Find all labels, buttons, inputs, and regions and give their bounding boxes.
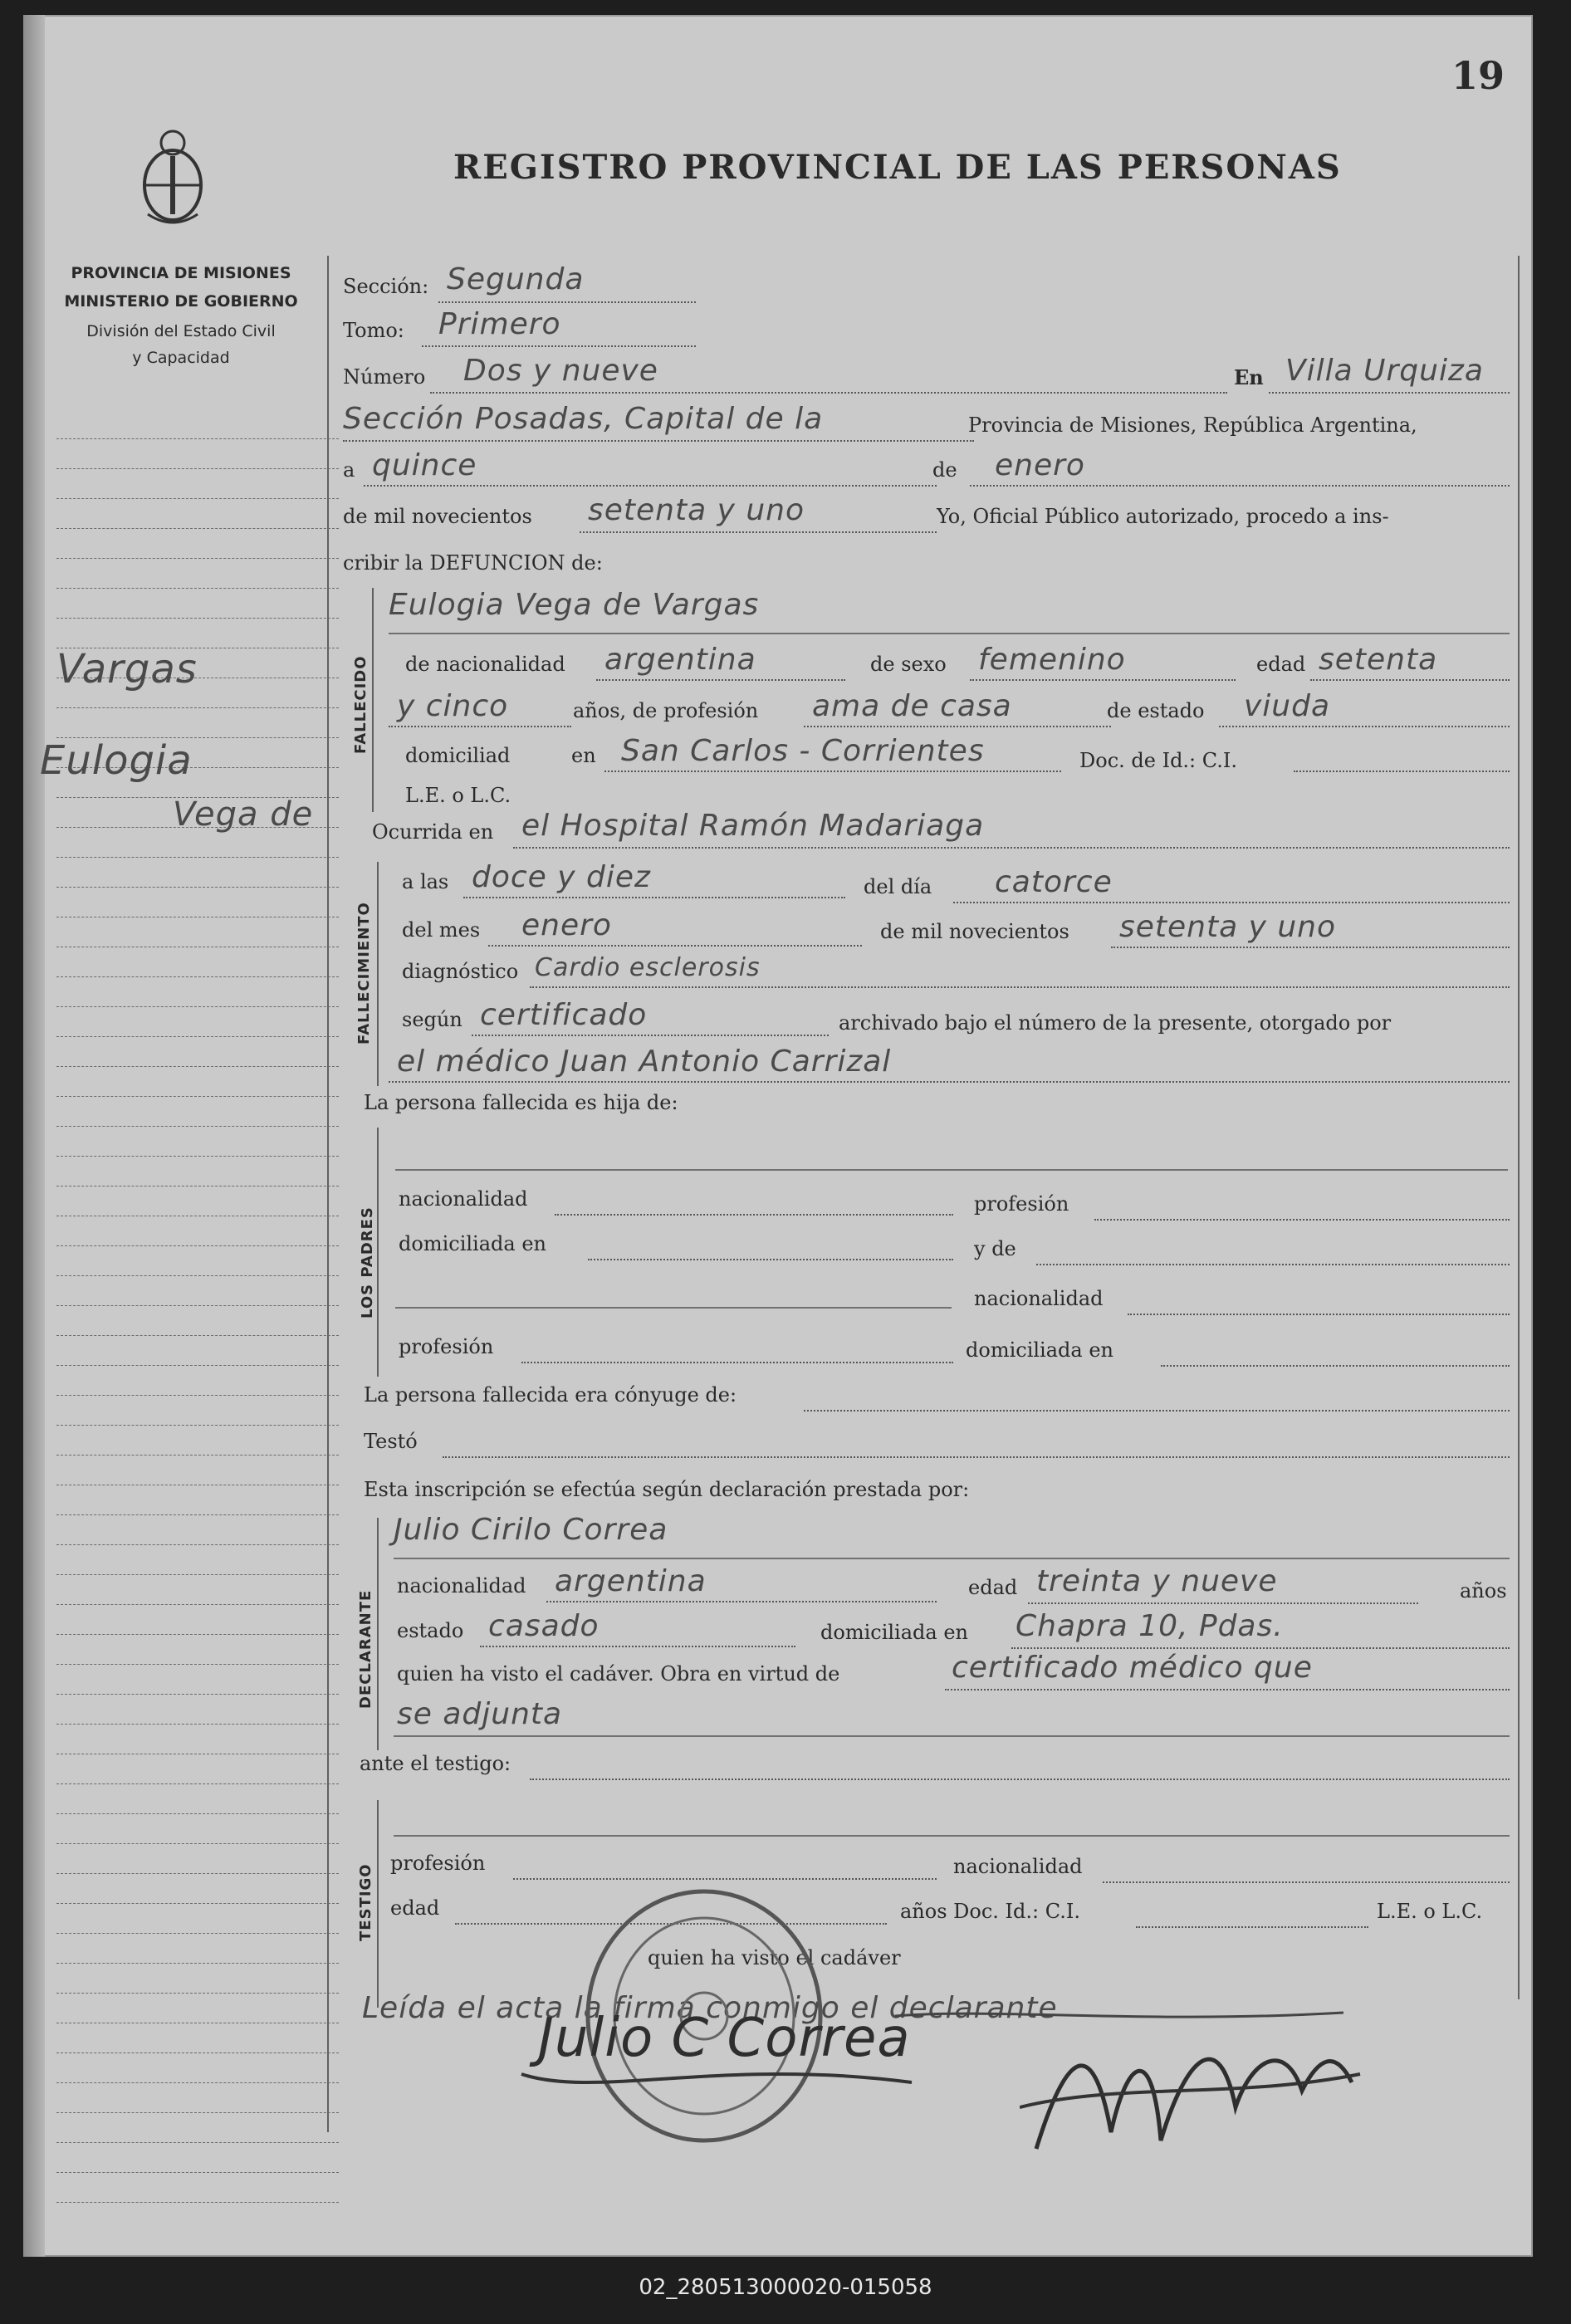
register-page bbox=[23, 15, 1533, 2257]
division-label: División del Estado Civil bbox=[86, 322, 276, 340]
margin-line bbox=[56, 1724, 339, 1725]
seccion-line bbox=[438, 301, 696, 303]
margin-line bbox=[56, 1275, 339, 1276]
margin-line bbox=[56, 2172, 339, 2173]
numero-line bbox=[430, 392, 1227, 394]
madre-domiciliada-label: domiciliada en bbox=[966, 1338, 1113, 1362]
declarante-nombre-line bbox=[394, 1558, 1510, 1559]
margin-line bbox=[56, 1634, 339, 1635]
fallecimiento-dia-line bbox=[953, 902, 1510, 903]
declarante-nacionalidad-line bbox=[546, 1601, 937, 1602]
declarante-estado: casado bbox=[488, 1609, 600, 1643]
padre-domiciliada-label: domiciliada en bbox=[399, 1232, 546, 1255]
right-border bbox=[1518, 256, 1520, 1999]
fallecido-edad2-line bbox=[389, 726, 571, 727]
segun-value: certificado bbox=[480, 998, 648, 1032]
margin-line bbox=[56, 1365, 339, 1366]
page-number: 19 bbox=[1451, 53, 1505, 98]
declarante-section-label: DECLARANTE bbox=[357, 1589, 374, 1709]
padre-profesion-line bbox=[1094, 1219, 1510, 1221]
margin-line bbox=[56, 2082, 339, 2083]
declarante-anios-label: años bbox=[1460, 1579, 1507, 1602]
margin-maiden-name: Vega de bbox=[173, 795, 314, 834]
margin-line bbox=[56, 558, 339, 559]
margin-line bbox=[56, 1993, 339, 1994]
margin-line bbox=[56, 1813, 339, 1814]
capacity-label: y Capacidad bbox=[132, 349, 230, 367]
fallecido-anios-label: años, de profesión bbox=[573, 699, 759, 722]
margin-line bbox=[56, 1036, 339, 1037]
padre-profesion-label: profesión bbox=[974, 1192, 1069, 1216]
margin-line bbox=[56, 1574, 339, 1575]
seccion-label: Sección: bbox=[343, 275, 429, 298]
diagnostico-label: diagnóstico bbox=[402, 960, 519, 983]
margin-surname: Vargas bbox=[56, 646, 198, 692]
tomo-value: Primero bbox=[438, 307, 561, 341]
fallecimiento-anio-line bbox=[1111, 947, 1510, 948]
fallecido-profesion-line bbox=[804, 726, 1111, 727]
margin-line bbox=[56, 588, 339, 589]
hora-value: doce y diez bbox=[472, 860, 651, 894]
anio-value: setenta y uno bbox=[588, 493, 805, 527]
fallecimiento-bracket bbox=[377, 862, 379, 1086]
margin-line bbox=[56, 2112, 339, 2113]
fallecido-nombre-line bbox=[389, 633, 1510, 634]
fallecido-edad-line bbox=[1310, 679, 1510, 681]
margin-line bbox=[56, 1305, 339, 1306]
declarante-nombre: Julio Cirilo Correa bbox=[394, 1513, 668, 1547]
testigo-le-label: L.E. o L.C. bbox=[1377, 1900, 1483, 1923]
padre-nacionalidad-line bbox=[555, 1214, 953, 1216]
declarante-cont-line bbox=[394, 1735, 1510, 1737]
margin-line bbox=[56, 1006, 339, 1007]
margin-line bbox=[56, 857, 339, 858]
testigo-nombre-line bbox=[394, 1835, 1510, 1837]
ocurrida-line bbox=[513, 847, 1510, 849]
fallecimiento-dia-value: catorce bbox=[995, 865, 1113, 899]
declarante-visto-label: quien ha visto el cadáver. Obra en virtud de bbox=[397, 1662, 840, 1686]
fallecido-edad: setenta bbox=[1319, 643, 1438, 677]
declarante-nacionalidad-label: nacionalidad bbox=[397, 1574, 526, 1597]
fallecido-edad2: y cinco bbox=[397, 689, 509, 723]
margin-line bbox=[56, 468, 339, 469]
a-label: a bbox=[343, 458, 355, 482]
margin-line bbox=[56, 1126, 339, 1127]
province-label: PROVINCIA DE MISIONES bbox=[71, 264, 291, 282]
ocurrida-label: Ocurrida en bbox=[372, 820, 494, 844]
fallecimiento-anio-value: setenta y uno bbox=[1119, 910, 1337, 944]
fallecido-estado-line bbox=[1219, 726, 1510, 727]
en-line bbox=[1269, 392, 1510, 394]
column-divider bbox=[327, 256, 329, 2132]
margin-line bbox=[56, 1604, 339, 1605]
fallecimiento-dia-label: del día bbox=[864, 875, 932, 898]
padre-extra-line bbox=[395, 1307, 952, 1309]
fallecido-domicilio: San Carlos - Corrientes bbox=[621, 734, 985, 768]
testigo-doc-line bbox=[1136, 1926, 1368, 1928]
fallecimiento-mes-line bbox=[488, 945, 862, 947]
margin-line bbox=[56, 1933, 339, 1934]
archivado-label: archivado bajo el número de la presente, otorgado por bbox=[839, 1011, 1392, 1035]
margin-line bbox=[56, 1425, 339, 1426]
en-value: Villa Urquiza bbox=[1285, 354, 1484, 388]
tomo-label: Tomo: bbox=[343, 319, 404, 342]
fallecido-nombre: Eulogia Vega de Vargas bbox=[389, 588, 760, 622]
margin-line bbox=[56, 1843, 339, 1844]
testigo-edad-label: edad bbox=[390, 1896, 440, 1920]
y-de-label: y de bbox=[974, 1237, 1016, 1260]
page-title: REGISTRO PROVINCIAL DE LAS PERSONAS bbox=[453, 148, 1342, 187]
official-signature bbox=[1020, 2008, 1368, 2165]
conyuge-label: La persona fallecida era cónyuge de: bbox=[364, 1383, 737, 1407]
tomo-line bbox=[422, 345, 696, 347]
fallecido-doc-label: Doc. de Id.: C.I. bbox=[1079, 749, 1238, 772]
declarante-edad: treinta y nueve bbox=[1036, 1564, 1278, 1598]
padre-domicilio-line bbox=[588, 1259, 953, 1260]
numero-value: Dos y nueve bbox=[463, 354, 658, 388]
fallecido-section-label: FALLECIDO bbox=[352, 655, 370, 754]
testigo-profesion-label: profesión bbox=[390, 1852, 486, 1875]
margin-line bbox=[56, 1544, 339, 1545]
ante-testigo-line bbox=[530, 1778, 1510, 1780]
fallecimiento-section-label: FALLECIMIENTO bbox=[355, 902, 373, 1045]
margin-line bbox=[56, 1664, 339, 1665]
fallecimiento-anio-label: de mil novecientos bbox=[880, 920, 1069, 943]
madre-name-line bbox=[1036, 1264, 1510, 1265]
margin-line bbox=[56, 618, 339, 619]
conyuge-line bbox=[804, 1410, 1510, 1412]
fallecido-le-label: L.E. o L.C. bbox=[405, 784, 511, 807]
padre-nacionalidad-label: nacionalidad bbox=[399, 1187, 528, 1211]
mes-value: enero bbox=[995, 448, 1085, 482]
margin-line bbox=[56, 1783, 339, 1784]
margin-line bbox=[56, 1455, 339, 1456]
madre-nacionalidad-line bbox=[1128, 1314, 1510, 1315]
segun-label: según bbox=[402, 1008, 462, 1031]
fallecido-edad-label: edad bbox=[1256, 653, 1306, 676]
testigo-nacionalidad-label: nacionalidad bbox=[953, 1855, 1083, 1878]
declarante-certificado-cont: se adjunta bbox=[397, 1697, 563, 1731]
fallecimiento-mes-label: del mes bbox=[402, 918, 481, 942]
ministry-label: MINISTERIO DE GOBIERNO bbox=[64, 292, 298, 311]
fallecido-profesion: ama de casa bbox=[812, 689, 1012, 723]
margin-line bbox=[56, 1066, 339, 1067]
fallecido-sexo-line bbox=[970, 679, 1236, 681]
numero-label: Número bbox=[343, 365, 426, 389]
testigo-bracket bbox=[377, 1800, 379, 2008]
margin-line bbox=[56, 2052, 339, 2053]
margin-line bbox=[56, 2202, 339, 2203]
lugar-value: Sección Posadas, Capital de la bbox=[343, 402, 824, 436]
declarante-domiciliada-label: domiciliada en bbox=[820, 1621, 968, 1644]
testigo-section-label: TESTIGO bbox=[357, 1863, 374, 1941]
fallecido-domicilio-label: domiciliad bbox=[405, 744, 511, 767]
dia-line bbox=[364, 485, 937, 487]
testigo-nacionalidad-line bbox=[1103, 1881, 1510, 1883]
margin-line bbox=[56, 498, 339, 499]
declarante-nacionalidad: argentina bbox=[555, 1564, 707, 1598]
margin-line bbox=[56, 1245, 339, 1246]
fallecido-domicilio-line bbox=[604, 771, 1061, 772]
fallecido-nacionalidad-line bbox=[596, 679, 845, 681]
margin-line bbox=[56, 1903, 339, 1904]
margin-line bbox=[56, 1963, 339, 1964]
anio-label: de mil novecientos bbox=[343, 505, 532, 528]
margin-line bbox=[56, 887, 339, 888]
madre-domicilio-line bbox=[1161, 1365, 1510, 1367]
lugar-line bbox=[343, 440, 974, 442]
fallecido-nacionalidad: argentina bbox=[604, 643, 756, 677]
oficial-label: Yo, Oficial Público autorizado, procedo a ins- bbox=[937, 505, 1389, 528]
fallecido-bracket bbox=[372, 588, 374, 812]
padres-intro: La persona fallecida es hija de: bbox=[364, 1091, 678, 1114]
declarante-certificado: certificado médico que bbox=[952, 1651, 1313, 1685]
testigo-profesion-line bbox=[513, 1878, 937, 1880]
declarante-estado-label: estado bbox=[397, 1619, 464, 1642]
coat-of-arms-icon bbox=[131, 123, 214, 231]
fallecido-doc-line bbox=[1294, 771, 1510, 772]
declarante-bracket bbox=[377, 1518, 379, 1750]
hora-label: a las bbox=[402, 870, 449, 893]
provincia-label: Provincia de Misiones, República Argentina, bbox=[968, 413, 1417, 437]
margin-line bbox=[56, 1096, 339, 1097]
de-label: de bbox=[932, 458, 957, 482]
testigo-anios-label: años Doc. Id.: C.I. bbox=[900, 1900, 1080, 1923]
margin-line bbox=[56, 1694, 339, 1695]
fallecido-sexo-label: de sexo bbox=[870, 653, 947, 676]
margin-line bbox=[56, 1514, 339, 1515]
madre-nacionalidad-label: nacionalidad bbox=[974, 1287, 1104, 1310]
fallecido-nacionalidad-label: de nacionalidad bbox=[405, 653, 565, 676]
diagnostico-value: Cardio esclerosis bbox=[535, 953, 761, 982]
testigo-visto-label: quien ha visto el cadáver bbox=[648, 1946, 901, 1969]
margin-line bbox=[56, 2142, 339, 2143]
en-label: En bbox=[1234, 365, 1264, 389]
declarante-signature: Julio C Correa bbox=[538, 2008, 911, 2069]
segun-line bbox=[472, 1035, 829, 1036]
declarante-domicilio: Chapra 10, Pdas. bbox=[1016, 1609, 1284, 1643]
margin-line bbox=[56, 1335, 339, 1336]
fallecido-estado: viuda bbox=[1244, 689, 1331, 723]
fallecido-domicilio-en-label: en bbox=[571, 744, 596, 767]
declarante-edad-label: edad bbox=[968, 1576, 1018, 1599]
margin-line bbox=[56, 707, 339, 708]
margin-line bbox=[56, 528, 339, 529]
margin-line bbox=[56, 1395, 339, 1396]
madre-profesion-line bbox=[521, 1362, 953, 1363]
margin-line bbox=[56, 976, 339, 977]
seccion-value: Segunda bbox=[447, 262, 585, 296]
declarante-signature-flourish bbox=[513, 2049, 928, 2099]
inscribir-label: cribir la DEFUNCION de: bbox=[343, 551, 603, 575]
declarante-domicilio-line bbox=[1011, 1647, 1510, 1649]
margin-line bbox=[56, 1873, 339, 1874]
closing-note: Leída el acta la firma conmigo el declarante bbox=[362, 1991, 1058, 2025]
testo-label: Testó bbox=[364, 1430, 418, 1453]
declaracion-label: Esta inscripción se efectúa según declaración prestada por: bbox=[364, 1478, 970, 1501]
madre-profesion-label: profesión bbox=[399, 1335, 494, 1358]
anio-line bbox=[580, 531, 937, 533]
testo-line bbox=[443, 1456, 1510, 1458]
declarante-certificado-line bbox=[945, 1689, 1510, 1690]
margin-line bbox=[56, 1156, 339, 1157]
fallecido-estado-label: de estado bbox=[1107, 699, 1205, 722]
ante-testigo-label: ante el testigo: bbox=[360, 1752, 511, 1775]
fallecimiento-mes-value: enero bbox=[521, 908, 612, 942]
mes-line bbox=[970, 485, 1510, 487]
dia-value: quince bbox=[372, 448, 477, 482]
padres-section-label: LOS PADRES bbox=[359, 1206, 376, 1319]
medico-value: el médico Juan Antonio Carrizal bbox=[397, 1045, 892, 1079]
ocurrida-value: el Hospital Ramón Madariaga bbox=[521, 809, 985, 843]
hora-line bbox=[463, 897, 845, 898]
diagnostico-line bbox=[530, 986, 1510, 988]
scan-caption: 02_280513000020-015058 bbox=[639, 2275, 932, 2300]
declarante-edad-line bbox=[1028, 1602, 1418, 1604]
padre-name-line bbox=[395, 1169, 1508, 1171]
medico-line bbox=[389, 1081, 1510, 1083]
fallecido-sexo: femenino bbox=[978, 643, 1126, 677]
margin-given-name: Eulogia bbox=[40, 737, 193, 784]
padres-bracket bbox=[377, 1128, 379, 1377]
declarante-estado-line bbox=[480, 1646, 795, 1647]
margin-line bbox=[56, 438, 339, 439]
